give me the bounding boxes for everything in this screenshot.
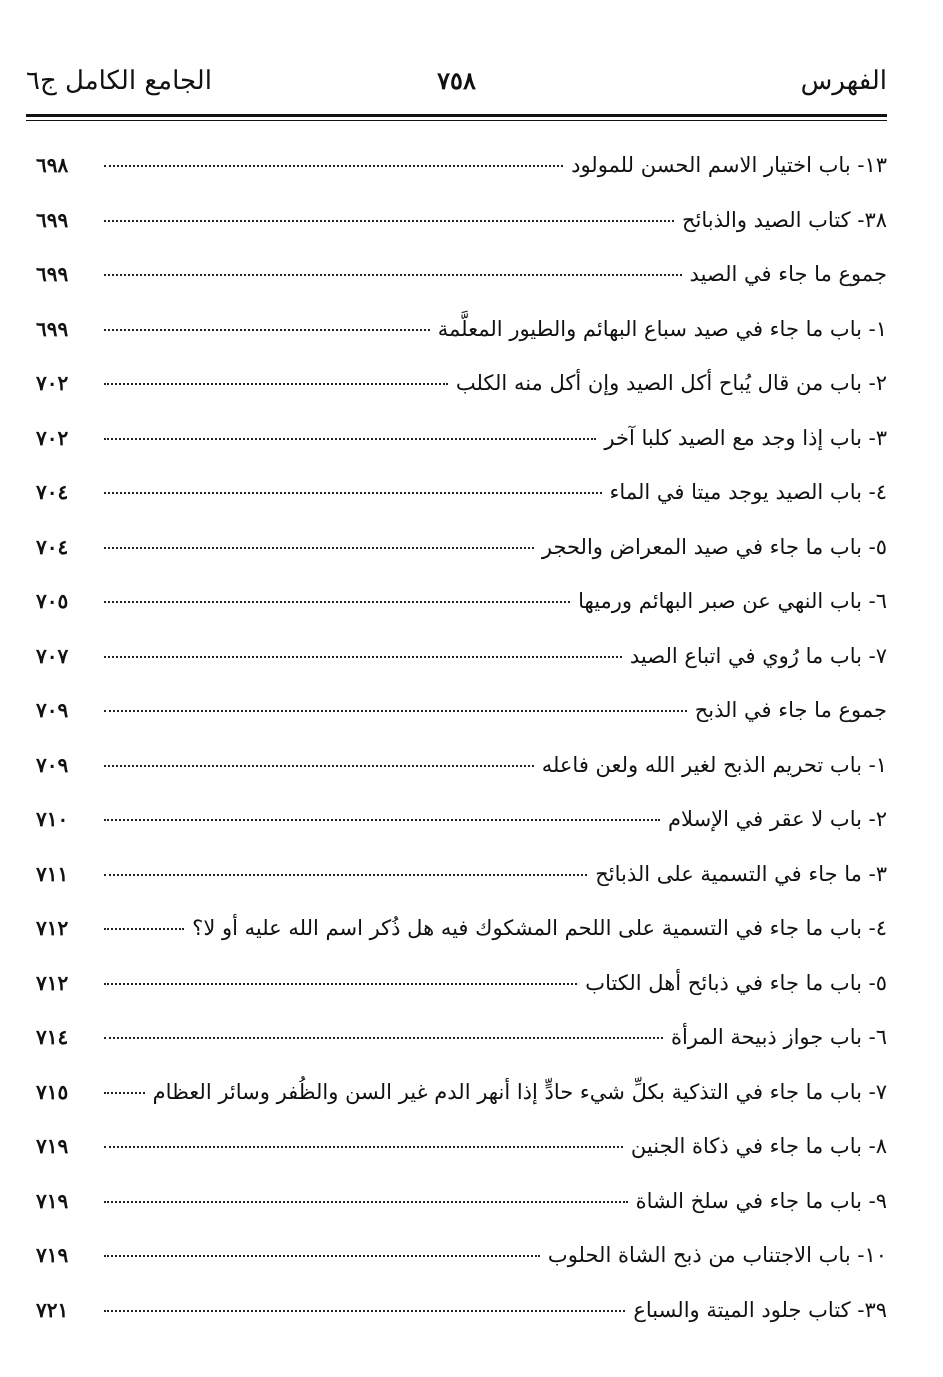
toc-leader-dots xyxy=(104,710,687,712)
toc-entry-page: ٧١٢ xyxy=(36,916,69,940)
toc-leader-dots xyxy=(104,983,577,985)
toc-entry-title: ٥- باب ما جاء في ذبائح أهل الكتاب xyxy=(585,970,887,995)
toc-entry xyxy=(36,247,887,302)
toc-entry-page: ٧١١ xyxy=(36,861,69,886)
header-rule-thick xyxy=(26,114,887,117)
toc-entry-page: ٧٠٤ xyxy=(36,534,69,559)
table-of-contents xyxy=(36,138,887,1337)
header-rule-thin xyxy=(26,120,887,121)
toc-entry-page: ٧٠٩ xyxy=(36,752,69,777)
toc-leader-dots xyxy=(104,274,682,276)
toc-leader-dots xyxy=(104,220,674,222)
toc-entry-title: ١٠- باب الاجتناب من ذبح الشاة الحلوب xyxy=(547,1243,887,1267)
toc-entry-page: ٧٠٢ xyxy=(36,425,69,450)
book-title: الجامع الكامل ج٦ xyxy=(26,66,212,96)
toc-entry-page: ٦٩٩ xyxy=(36,316,69,341)
toc-leader-dots xyxy=(104,165,563,167)
toc-entry-title: ٦- باب النهي عن صبر البهائم ورميها xyxy=(578,589,887,613)
toc-entry xyxy=(36,683,887,738)
toc-leader-dots xyxy=(104,547,534,549)
toc-leader-dots xyxy=(104,1255,540,1257)
toc-entry-title: ٧- باب ما جاء في التذكية بكلِّ شيء حادٍّ إذا أنهر الدم غير السن والظُفر وسائر العظام xyxy=(152,1079,887,1104)
toc-entry-title: ٥- باب ما جاء في صيد المعراض والحجر xyxy=(541,534,887,559)
toc-entry xyxy=(36,1119,887,1174)
toc-entry-page: ٦٩٩ xyxy=(36,262,69,286)
toc-leader-dots xyxy=(104,1201,628,1203)
toc-entry-page: ٧٢١ xyxy=(36,1297,69,1322)
toc-entry-title: ٨- باب ما جاء في ذكاة الجنين xyxy=(630,1134,887,1158)
toc-entry-title: ٩- باب ما جاء في سلخ الشاة xyxy=(635,1188,887,1213)
toc-leader-dots xyxy=(104,492,602,494)
toc-entry-title: ١٣- باب اختيار الاسم الحسن للمولود xyxy=(571,153,887,177)
toc-leader-dots xyxy=(104,438,596,440)
toc-entry-page: ٦٩٩ xyxy=(36,207,69,232)
toc-entry-title: جموع ما جاء في الصيد xyxy=(689,262,887,286)
toc-leader-dots xyxy=(104,383,448,385)
toc-entry-page: ٧٠٤ xyxy=(36,480,69,504)
toc-leader-dots xyxy=(104,928,184,930)
toc-entry-title: ٧- باب ما رُوي في اتباع الصيد xyxy=(629,643,887,668)
toc-entry-title: ١- باب ما جاء في صيد سباع البهائم والطيور المعلَّمة xyxy=(437,316,887,341)
toc-leader-dots xyxy=(104,874,587,876)
toc-entry-title: ٣- ما جاء في التسمية على الذبائح xyxy=(595,861,887,886)
section-title: الفهرس xyxy=(800,66,887,96)
toc-leader-dots xyxy=(104,1092,145,1094)
toc-entry xyxy=(36,465,887,520)
page-number: ٧٥٨ xyxy=(437,66,476,95)
toc-entry-page: ٧١٤ xyxy=(36,1025,69,1049)
toc-entry xyxy=(36,1065,887,1120)
toc-entry xyxy=(36,1228,887,1283)
toc-leader-dots xyxy=(104,601,570,603)
toc-entry xyxy=(36,411,887,466)
toc-entry-title: ٢- باب من قال يُباح أكل الصيد وإن أكل منه الكلب xyxy=(455,371,887,395)
toc-entry-page: ٧١٩ xyxy=(36,1188,69,1213)
toc-entry xyxy=(36,193,887,248)
toc-entry-page: ٧٠٥ xyxy=(36,589,69,613)
toc-entry xyxy=(36,520,887,575)
toc-entry xyxy=(36,574,887,629)
toc-entry-title: جموع ما جاء في الذبح xyxy=(694,698,887,722)
toc-entry-page: ٧١٥ xyxy=(36,1079,69,1104)
toc-entry xyxy=(36,629,887,684)
toc-entry-page: ٧٠٧ xyxy=(36,643,69,668)
toc-entry-title: ٦- باب جواز ذبيحة المرأة xyxy=(670,1025,887,1049)
toc-entry xyxy=(36,792,887,847)
toc-entry-page: ٧١٩ xyxy=(36,1134,69,1158)
toc-entry xyxy=(36,901,887,956)
toc-entry-page: ٧٠٩ xyxy=(36,698,69,722)
toc-entry xyxy=(36,302,887,357)
toc-entry-page: ٧١٠ xyxy=(36,807,69,831)
page-header xyxy=(26,62,887,106)
toc-entry xyxy=(36,138,887,193)
toc-leader-dots xyxy=(104,1037,663,1039)
toc-entry-title: ٤- باب ما جاء في التسمية على اللحم المشكوك فيه هل ذُكر اسم الله عليه أو لا؟ xyxy=(192,916,887,940)
toc-entry xyxy=(36,956,887,1011)
toc-leader-dots xyxy=(104,1146,623,1148)
toc-leader-dots xyxy=(104,1310,625,1312)
toc-entry-title: ٣٩- كتاب جلود الميتة والسباع xyxy=(633,1297,887,1322)
toc-leader-dots xyxy=(104,329,430,331)
toc-entry-title: ١- باب تحريم الذبح لغير الله ولعن فاعله xyxy=(541,752,887,777)
toc-entry-title: ٣٨- كتاب الصيد والذبائح xyxy=(681,207,887,232)
toc-entry xyxy=(36,1010,887,1065)
toc-entry-page: ٧١٢ xyxy=(36,970,69,995)
toc-entry-page: ٧٠٢ xyxy=(36,371,69,395)
toc-leader-dots xyxy=(104,656,622,658)
toc-entry-page: ٧١٩ xyxy=(36,1243,69,1267)
toc-entry xyxy=(36,356,887,411)
toc-entry xyxy=(36,1283,887,1338)
toc-entry xyxy=(36,847,887,902)
toc-entry-page: ٦٩٨ xyxy=(36,153,69,177)
toc-leader-dots xyxy=(104,819,660,821)
toc-entry-title: ٤- باب الصيد يوجد ميتا في الماء xyxy=(609,480,887,504)
toc-entry xyxy=(36,1174,887,1229)
toc-leader-dots xyxy=(104,765,534,767)
toc-entry-title: ٣- باب إذا وجد مع الصيد كلبا آخر xyxy=(604,425,887,450)
toc-entry xyxy=(36,738,887,793)
toc-entry-title: ٢- باب لا عقر في الإسلام xyxy=(668,807,887,831)
